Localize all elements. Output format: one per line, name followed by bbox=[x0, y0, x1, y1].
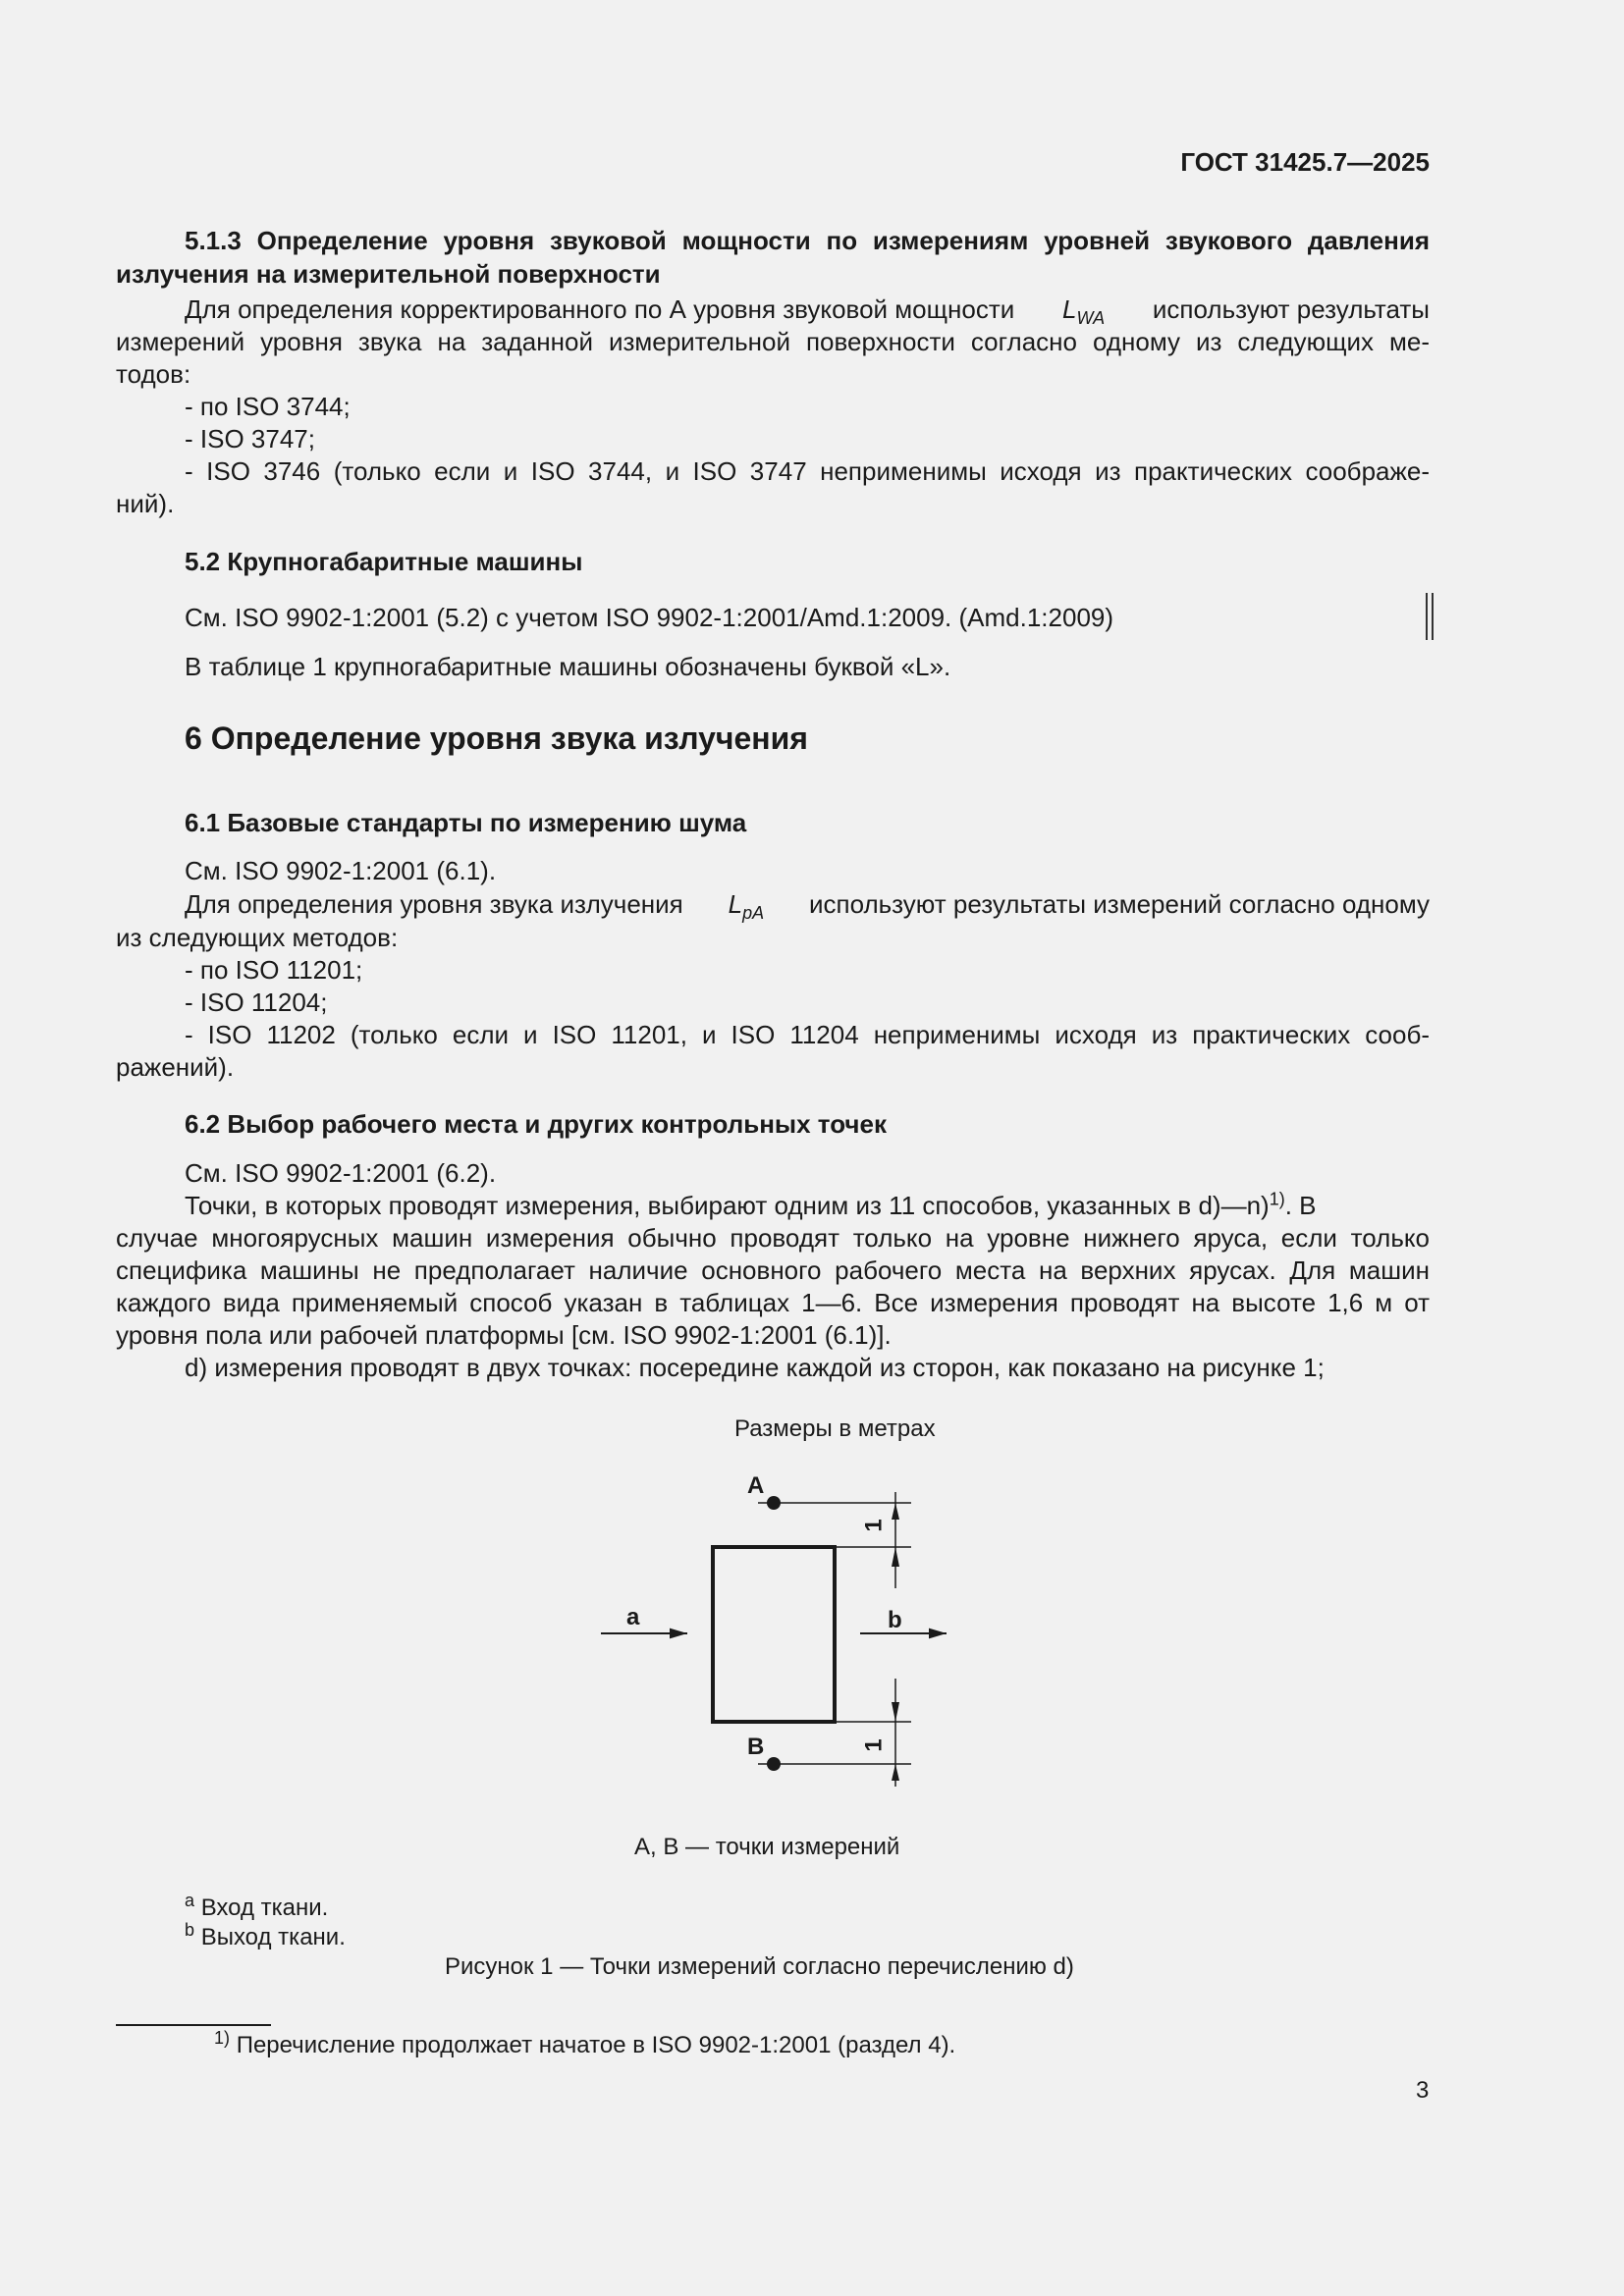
paragraph-6-1-ref: См. ISO 9902-1:2001 (6.1). bbox=[185, 856, 497, 885]
arrow-a-label: a bbox=[626, 1604, 640, 1630]
footnote: $^{1)}$ Перечисление продолжает начатое в ISO 9902-1:2001 (раздел 4). bbox=[214, 2028, 956, 2058]
list-item-continuation: ражений). bbox=[116, 1052, 235, 1082]
paragraph-6-2-line5: уровня пола или рабочей платформы [см. ISO 9902-1:2001 (6.1)]. bbox=[116, 1320, 892, 1350]
section-6-heading: 6 Определение уровня звука излучения bbox=[185, 721, 808, 756]
figure-dimensions-note: Размеры в метрах bbox=[734, 1415, 936, 1442]
paragraph-6-1-line1 bbox=[185, 887, 1430, 924]
point-a-label: A bbox=[747, 1472, 765, 1499]
section-6-2-heading: 6.2 Выбор рабочего места и других контрольных точек bbox=[185, 1109, 887, 1139]
paragraph-6-2-line2: случае многоярусных машин измерения обычно проводят только на уровне нижнего яруса, если только bbox=[116, 1223, 1430, 1253]
paragraph-6-2-line4: каждого вида применяемый способ указан в таблицах 1—6. Все измерения проводят на высоте 1,6 м от bbox=[116, 1288, 1430, 1317]
figure-note-a: $^a$ Вход ткани. bbox=[185, 1891, 329, 1921]
paragraph-5-2-ref: См. ISO 9902-1:2001 (5.2) с учетом ISO 9902-1:2001/Amd.1:2009. (Amd.1:2009) bbox=[185, 603, 1114, 632]
page-number: 3 bbox=[1416, 2077, 1430, 2104]
list-item-d: d) измерения проводят в двух точках: посередине каждой из сторон, как показано на рисунке 1; bbox=[185, 1353, 1325, 1382]
paragraph-6-1-line2: из следующих методов: bbox=[116, 923, 399, 952]
paragraph-text: используют результаты bbox=[1152, 294, 1430, 324]
paragraph-5-1-3-line2: измерений уровня звука на заданной измерительной поверхности согласно одному из следующих ме- bbox=[116, 327, 1430, 356]
symbol-lwa: $L_{WA}$ bbox=[1062, 294, 1106, 329]
figure-1-diagram bbox=[589, 1463, 962, 1787]
section-5-1-3-heading-line1: 5.1.3 Определение уровня звуковой мощности по измерениям уровней звукового давления bbox=[185, 226, 1430, 255]
point-b-label: B bbox=[747, 1734, 765, 1760]
machine-outline bbox=[713, 1547, 835, 1722]
list-item: - ISO 11204; bbox=[185, 988, 328, 1017]
dimension-label-top: 1 bbox=[860, 1519, 888, 1532]
list-item: - по ISO 11201; bbox=[185, 955, 363, 985]
section-6-1-heading: 6.1 Базовые стандарты по измерению шума bbox=[185, 808, 747, 837]
list-item: - ISO 11202 (только если и ISO 11201, и ISO 11204 неприменимы исходя из практических сооб- bbox=[185, 1020, 1430, 1049]
paragraph-6-2-ref: См. ISO 9902-1:2001 (6.2). bbox=[185, 1158, 497, 1188]
paragraph-6-2-line3: специфика машины не предполагает наличие основного рабочего места на верхних ярусах. Для машин bbox=[116, 1255, 1430, 1285]
paragraph-text: Для определения корректированного по А уровня звуковой мощности bbox=[185, 294, 1015, 324]
arrow-b-label: b bbox=[888, 1607, 902, 1633]
figure-caption: Рисунок 1 — Точки измерений согласно перечислению d) bbox=[445, 1953, 1074, 1980]
list-item: - ISO 3747; bbox=[185, 424, 315, 454]
dimension-label-bottom: 1 bbox=[860, 1738, 888, 1752]
footnote-ref: 1) bbox=[1269, 1189, 1285, 1209]
list-item: - ISO 3746 (только если и ISO 3744, и ISO 3747 неприменимы исходя из практических соображе- bbox=[185, 456, 1430, 486]
paragraph-5-1-3-line3: тодов: bbox=[116, 359, 191, 389]
list-item-continuation: ний). bbox=[116, 489, 175, 518]
change-bar bbox=[1432, 593, 1434, 640]
document-id: ГОСТ 31425.7—2025 bbox=[1180, 147, 1430, 177]
section-5-2-heading: 5.2 Крупногабаритные машины bbox=[185, 547, 583, 576]
paragraph-5-2-note: В таблице 1 крупногабаритные машины обозначены буквой «L». bbox=[185, 652, 951, 681]
figure-legend: А, В — точки измерений bbox=[634, 1834, 900, 1860]
list-item: - по ISO 3744; bbox=[185, 392, 351, 421]
change-bar bbox=[1426, 593, 1428, 640]
symbol-lpa: $L_{pA}$ bbox=[728, 889, 765, 924]
section-5-1-3-heading-line2: излучения на измерительной поверхности bbox=[116, 259, 661, 289]
footnote-separator bbox=[116, 2024, 271, 2026]
paragraph-text: Точки, в которых проводят измерения, выбирают одним из 11 способов, указанных в d)—n)$^{1)}$. В bbox=[185, 1189, 1317, 1220]
paragraph-text: Для определения уровня звука излучения bbox=[185, 889, 683, 919]
paragraph-text: используют результаты измерений согласно одному bbox=[808, 889, 1430, 919]
figure-note-b: $^b$ Выход ткани. bbox=[185, 1920, 346, 1950]
paragraph-5-1-3-line1 bbox=[185, 293, 1430, 329]
paragraph-6-2-line1 bbox=[185, 1189, 1430, 1222]
